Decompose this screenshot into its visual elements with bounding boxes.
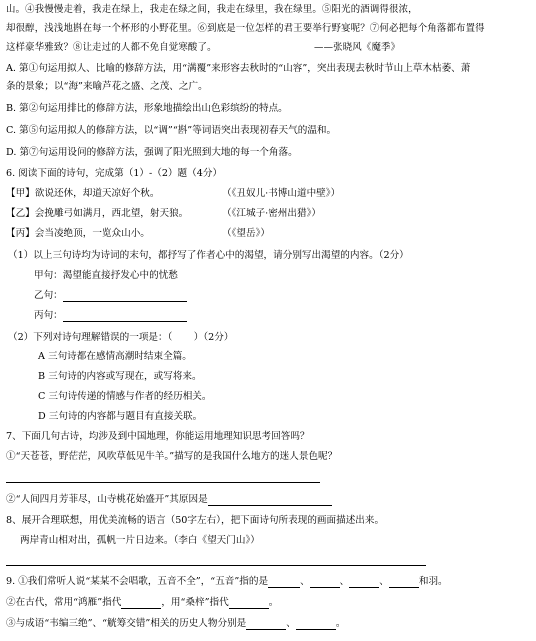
answer-blank[interactable] — [268, 577, 300, 588]
q6-option-c: C 三句诗传递的情感与作者的经历相关。 — [38, 391, 212, 402]
option-d: D. 第⑦句运用设问的修辞方法，强调了阳光照到大地的每一个角落。 — [6, 147, 298, 158]
answer-blank[interactable] — [63, 291, 187, 302]
q6-option-a: A 三句诗都在感情高潮时结束全篇。 — [38, 351, 192, 362]
answer-blank[interactable] — [310, 577, 340, 588]
answer-blank[interactable] — [246, 619, 286, 630]
q6-poem-bing: 【丙】会当凌绝顶，一览众山小。 （《望岳》） — [6, 228, 270, 239]
q7-title: 7、下面几句古诗，均涉及到中国地理，你能运用地理知识思考回答吗？ — [6, 431, 310, 442]
q6-sub2-prompt: （2）下列对诗句理解错误的一项是：（ ）（2分） — [8, 332, 234, 343]
q7-item-2: ②“人间四月芳菲尽，山寺桃花始盛开”其原因是 — [6, 494, 536, 506]
passage-line-3 — [6, 42, 536, 54]
q6-answer-yi: 乙句： — [34, 290, 536, 302]
q8-title: 8、展开合理联想，用优美流畅的语言（50字左右），把下面诗句所表现的画面描述出来。 — [6, 515, 385, 526]
option-c: C. 第⑤句运用拟人的修辞方法，以“调”“斟”等词语突出表现初春天气的温和。 — [6, 125, 337, 136]
answer-blank[interactable] — [349, 577, 379, 588]
option-a-line-1: A. 第①句运用拟人、比喻的修辞方法，用“满覆”来形容去秋时的“山容”，突出表现去秋时节山上草木枯萎、萧 — [6, 63, 471, 74]
q9-item-1: 9. ①我们常听人说“某某不会唱歌，五音不全”，“五音”指的是 、 、 、 和羽。 — [6, 576, 448, 587]
q6-option-d: D 三句诗的内容都与题目有直接关联。 — [38, 411, 203, 422]
q7-answer-line[interactable] — [6, 482, 320, 483]
passage-line-1: 山。④我慢慢走着，我走在绿上，我走在绿之间，我走在绿里，我在绿里。⑤阳光的酒调得很浓， — [6, 4, 418, 15]
q6-option-b: B 三句诗的内容或写现在，或写将来。 — [38, 371, 202, 382]
q6-poem-jia-source: （《丑奴儿·书博山道中壁》） — [222, 188, 341, 199]
answer-blank[interactable] — [389, 577, 419, 588]
passage-line-2: 却很醇，浅浅地斟在每一个杯形的小野花里。⑥到底是一位怎样的君王要举行野宴呢？⑦何必把每个角落都布置得 — [6, 23, 485, 34]
answer-blank[interactable] — [229, 598, 269, 609]
q8-poem: 两岸青山相对出，孤帆一片日边来。（李白《望天门山》） — [20, 535, 260, 546]
passage-source: ——张晓风《魔季》 — [314, 42, 401, 53]
answer-blank[interactable] — [296, 619, 336, 630]
q6-poem-yi: 【乙】会挽雕弓如满月，西北望，射天狼。 （《江城子·密州出猎》） — [6, 208, 321, 219]
q6-answer-jia: 甲句：渴望能直接抒发心中的忧愁 — [34, 270, 178, 281]
q7-item-1: ①“天苍苍，野茫茫，风吹草低见牛羊。”描写的是我国什么地方的迷人景色呢？ — [6, 451, 338, 462]
q6-title: 6. 阅读下面的诗句，完成第（1）-（2）题（4分） — [6, 168, 223, 179]
q6-poem-yi-source: （《江城子·密州出猎》） — [222, 208, 321, 219]
q9-item-2: ②在古代，常用“鸿雁”指代 ，用“桑梓”指代 。 — [6, 597, 279, 608]
q8-answer-line[interactable] — [6, 565, 426, 566]
answer-blank[interactable] — [121, 598, 161, 609]
answer-blank[interactable] — [63, 311, 187, 322]
option-b: B. 第②句运用排比的修辞方法，形象地描绘出山色彩缤纷的特点。 — [6, 103, 288, 114]
passage-text: 这样豪华雅致？⑧让走过的人都不免自觉寒酸了。 — [6, 42, 217, 53]
answer-blank[interactable] — [208, 495, 332, 506]
q6-poem-jia: 【甲】欲说还休，却道天凉好个秋。 （《丑奴儿·书博山道中壁》） — [6, 188, 341, 199]
q6-answer-bing: 丙句： — [34, 310, 536, 322]
q6-sub1-prompt: （1）以上三句诗均为诗词的末句，都抒写了作者心中的渴望，请分别写出渴望的内容。（2分） — [8, 250, 409, 261]
q6-poem-bing-source: （《望岳》） — [222, 228, 270, 239]
option-a-line-2: 条的景象；以“海”来喻芦花之盛、之茂、之广。 — [6, 81, 208, 92]
q9-item-3: ③与成语“韦编三绝”、“觥筹交错”相关的历史人物分别是 、 。 — [6, 618, 346, 629]
